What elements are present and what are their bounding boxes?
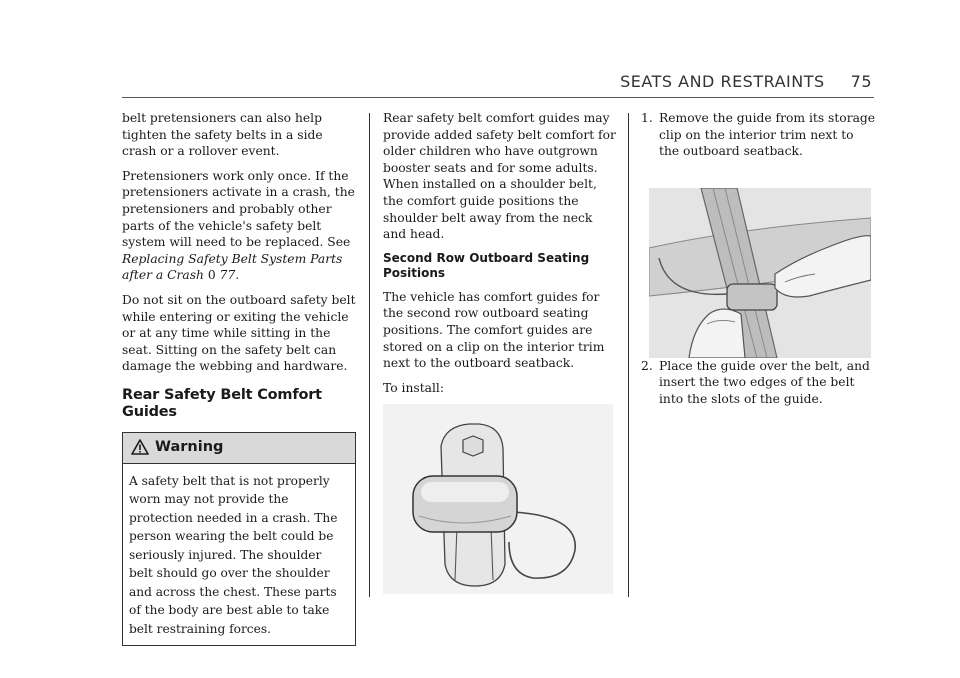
instruction-steps bbox=[641, 110, 877, 160]
paragraph bbox=[122, 168, 358, 284]
warning-header bbox=[123, 433, 355, 464]
column-1 bbox=[122, 110, 358, 646]
page-number: 75 bbox=[850, 72, 872, 91]
list-item bbox=[641, 358, 877, 408]
paragraph: belt pretensioners can also help tighten the safety belts in a side crash or a rollover event. bbox=[122, 111, 323, 159]
running-header bbox=[620, 72, 872, 91]
page-ref-number[interactable]: 77. bbox=[219, 268, 240, 283]
step-text: Place the guide over the belt, and insert the two edges of the belt into the slots of the guide. bbox=[659, 358, 870, 406]
cross-reference-link[interactable]: Replacing Safety Belt System Parts after a Crash bbox=[122, 251, 343, 283]
column-divider bbox=[628, 113, 629, 597]
belt-guide-removal-illustration bbox=[649, 188, 871, 358]
comfort-guide-drawing bbox=[383, 404, 613, 594]
paragraph: Rear safety belt comfort guides may provide added safety belt comfort for older children who have outgrown booster seats and for some adults. When installed on a shoulder belt, the comfort guide positions the shoulder belt away from the neck and head. bbox=[383, 111, 616, 242]
column-2 bbox=[383, 110, 619, 594]
step-text: Remove the guide from its storage clip on the interior trim next to the outboard seatback. bbox=[659, 111, 876, 159]
instruction-steps bbox=[641, 358, 877, 408]
column-3 bbox=[641, 110, 877, 408]
guide-removal-drawing bbox=[649, 188, 871, 358]
step-number: 1. bbox=[641, 111, 653, 125]
comfort-guide-illustration bbox=[383, 404, 613, 594]
section-heading: Rear Safety Belt Comfort Guides bbox=[122, 386, 322, 420]
paragraph-text: Pretensioners work only once. If the pretensioners activate in a crash, the pretensioners and probably other parts of the vehicle's safety belt system will need to be replaced. See bbox=[122, 168, 355, 250]
warning-text: A safety belt that is not properly worn may not provide the protection needed in a crash. The person wearing the belt could be seriously injured. The shoulder belt should go over the shoulder and across the chest. These parts of the body are best able to take belt restraining forces. bbox=[129, 473, 338, 636]
paragraph: To install: bbox=[383, 380, 445, 395]
paragraph: Do not sit on the outboard safety belt while entering or exiting the vehicle or at any time while sitting in the seat. Sitting on the safety belt can damage the webbing and hardware. bbox=[122, 292, 356, 374]
paragraph: The vehicle has comfort guides for the second row outboard seating positions. The comfort guides are stored on a clip on the interior trim next to the outboard seatback. bbox=[383, 289, 605, 371]
list-item bbox=[641, 110, 877, 160]
page-ref-symbol: 0 bbox=[207, 268, 216, 283]
step-number: 2. bbox=[641, 358, 653, 373]
warning-triangle-icon bbox=[131, 439, 149, 455]
subsection-heading: Second Row Outboard Seating Positions bbox=[383, 250, 590, 280]
warning-title: Warning bbox=[155, 439, 224, 456]
column-divider bbox=[369, 113, 370, 597]
section-title: SEATS AND RESTRAINTS bbox=[620, 72, 825, 91]
header-rule bbox=[122, 97, 874, 98]
warning-box bbox=[122, 432, 356, 646]
